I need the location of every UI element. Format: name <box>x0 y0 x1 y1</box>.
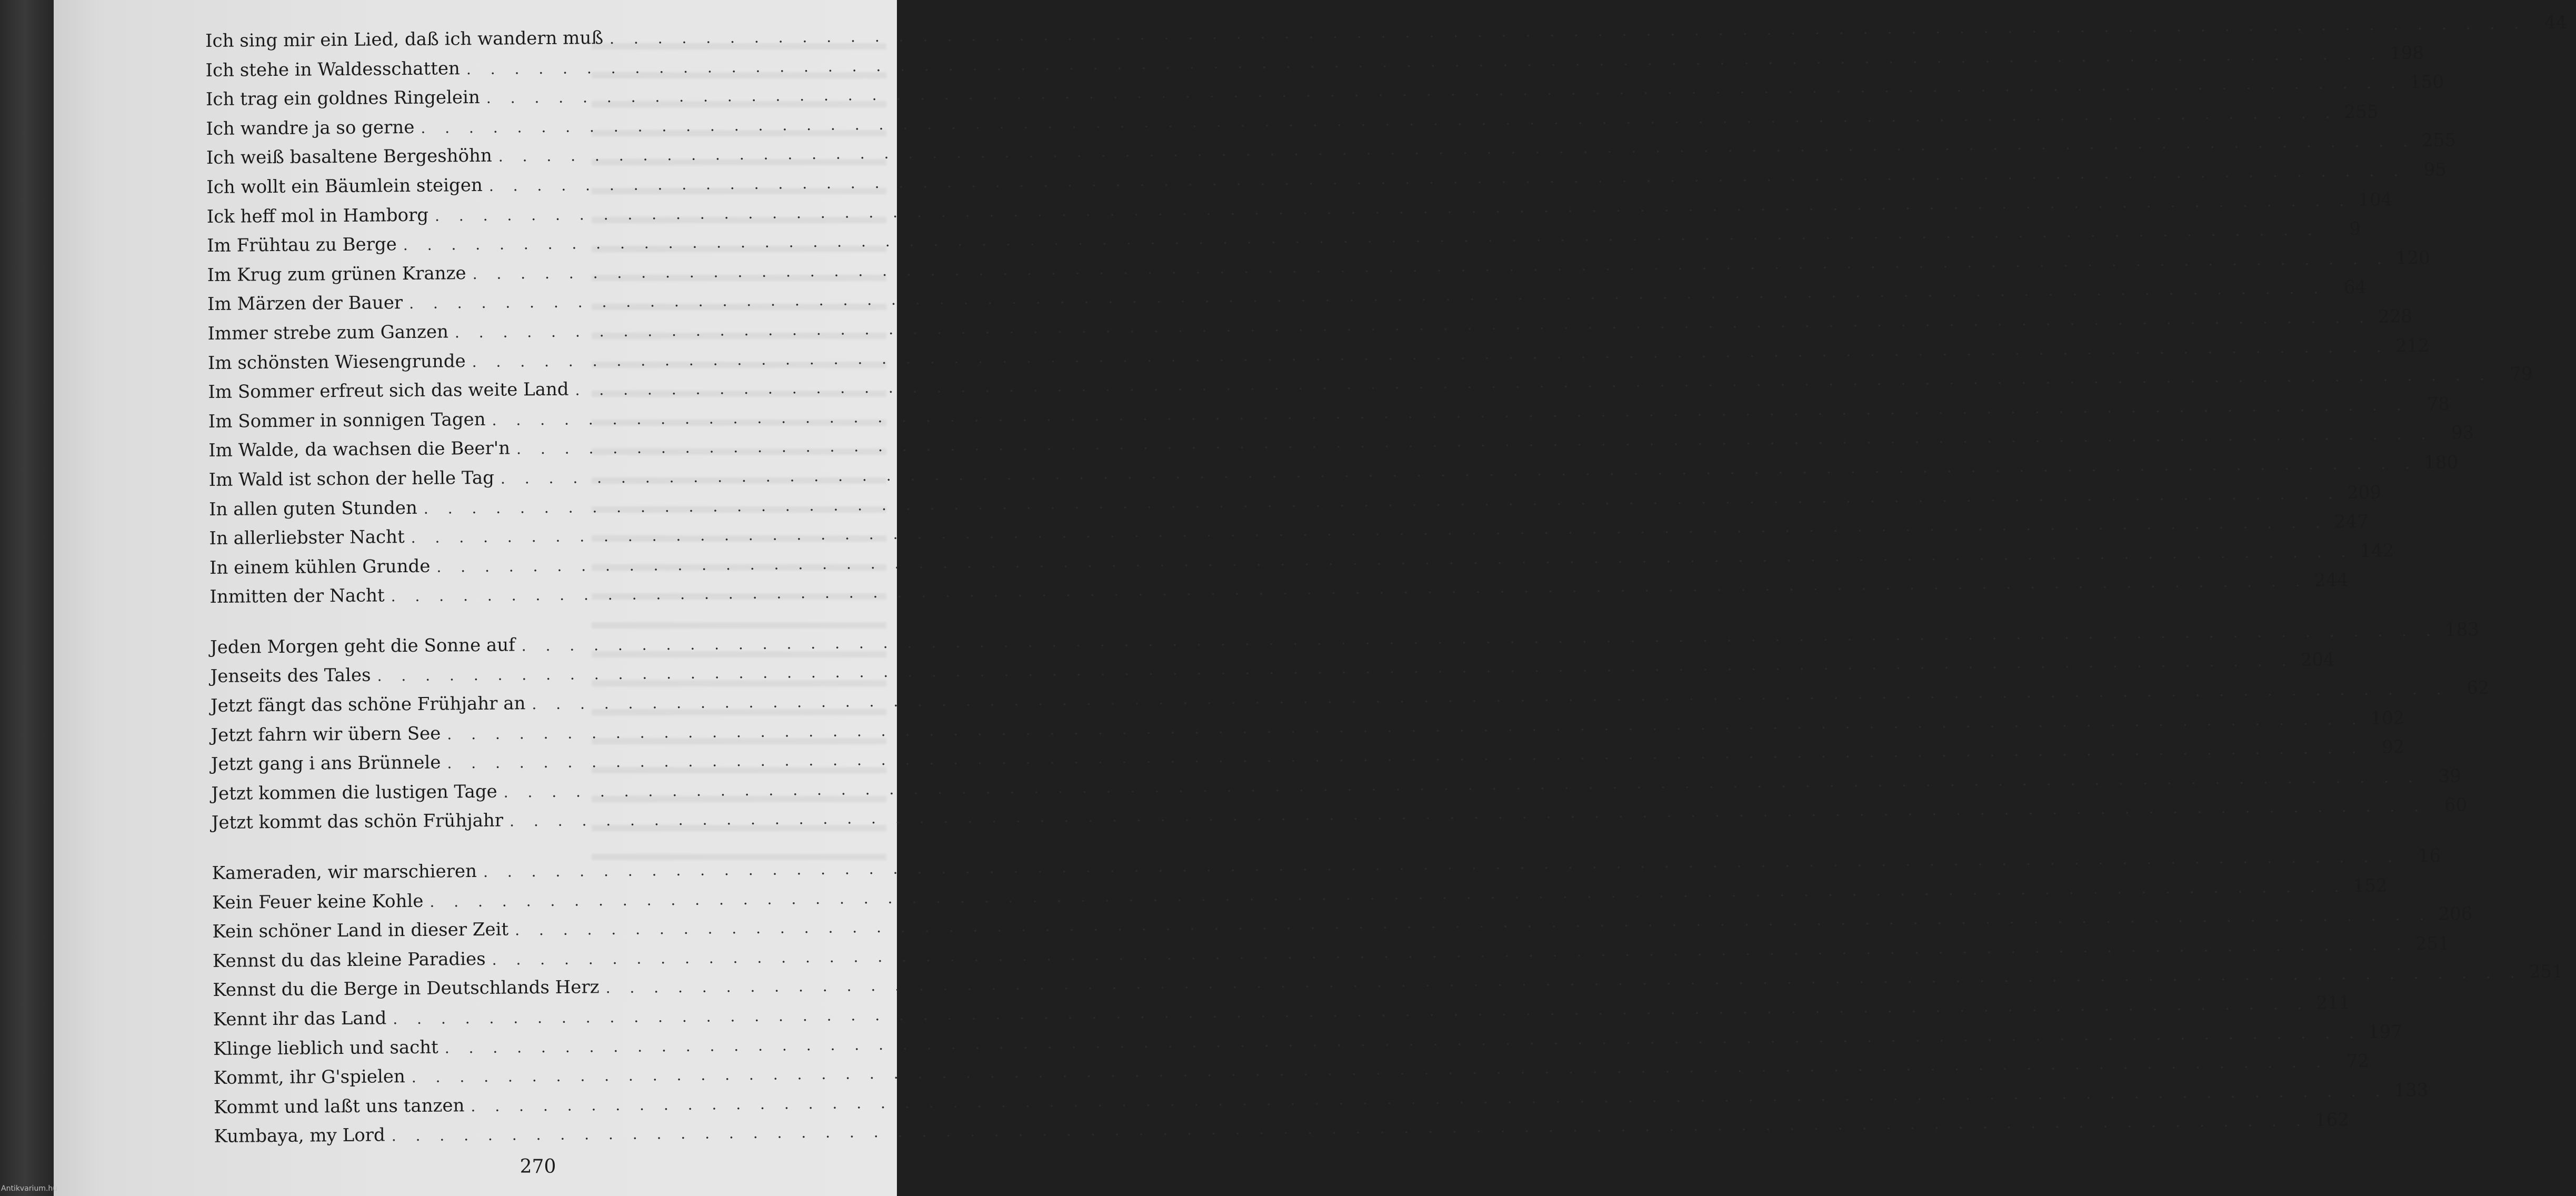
entry-page-number: 255 <box>2344 101 2379 123</box>
entry-title: In allen guten Stunden <box>208 497 417 520</box>
entry-page-number: 102 <box>2370 707 2405 729</box>
entry-title: Kameraden, wir marschieren <box>212 861 477 884</box>
entry-title: Jetzt kommen die lustigen Tage <box>211 781 497 804</box>
entry-page-number: 198 <box>2389 42 2424 64</box>
entry-title: Jenseits des Tales <box>210 665 371 687</box>
entry-page-number: 93 <box>2451 422 2474 444</box>
index-group-i <box>205 12 2568 616</box>
index-entry <box>210 649 2335 695</box>
entry-title: Kennt ihr das Land <box>213 1008 387 1030</box>
entry-page-number: 78 <box>2427 393 2450 415</box>
entry-title: Im Krug zum grünen Kranze <box>207 262 466 286</box>
entry-title: Im Walde, da wachsen die Beer'n <box>208 437 511 462</box>
entry-title: In allerliebster Nacht <box>209 526 405 550</box>
entry-title: Im Märzen der Bauer <box>207 292 403 315</box>
index-entry <box>207 335 2430 382</box>
entry-title: Ich wollt ein Bäumlein steigen <box>206 174 483 198</box>
index-entry <box>209 511 2369 557</box>
index-entry <box>208 393 2450 440</box>
entry-page-number: 180 <box>2423 452 2459 473</box>
index-entry <box>211 794 2468 842</box>
entry-title: Jetzt fängt das schöne Frühjahr an <box>210 693 526 717</box>
entry-page-number: 251 <box>2529 961 2563 983</box>
entry-page-number: 104 <box>2358 188 2393 211</box>
entry-title: Jetzt fahrn wir übern See <box>211 723 441 746</box>
entry-title: Kein schöner Land in dieser Zeit <box>212 919 509 943</box>
dot-leader <box>483 848 2400 881</box>
entry-page-number: 204 <box>2300 649 2335 671</box>
index-entry <box>206 101 2379 147</box>
entry-page-number: 251 <box>2415 933 2450 954</box>
entry-page-number: 92 <box>2382 736 2405 758</box>
entry-title: Kumbaya, my Lord <box>214 1124 385 1148</box>
entry-title: Immer strebe zum Ganzen <box>207 321 449 344</box>
entry-title: Ich trag ein goldnes Ringelein <box>205 87 480 111</box>
entry-title: Klinge lieblich und sacht <box>213 1036 438 1060</box>
entry-page-number: 142 <box>2360 540 2394 562</box>
index-entry <box>212 875 2388 921</box>
entry-title: Ich weiß basaltene Bergeshöhn <box>206 145 492 169</box>
entry-page-number: 209 <box>2347 482 2382 503</box>
entry-page-number: 64 <box>2343 277 2367 298</box>
index-entry <box>211 736 2405 783</box>
entry-page-number: 120 <box>2395 247 2430 269</box>
entry-page-number: 16 <box>2418 845 2441 867</box>
book-spine <box>0 0 54 1196</box>
index-entry <box>209 570 2349 616</box>
entry-title: Im schönsten Wiesengrunde <box>207 350 466 374</box>
entry-title: Ich sing mir ein Lied, daß ich wandern muß <box>205 27 604 52</box>
entry-page-number: 247 <box>2334 511 2369 533</box>
entry-title: Ich wandre ja so gerne <box>206 116 415 139</box>
entry-page-number: 60 <box>2444 794 2468 816</box>
entry-page-number: 211 <box>2316 992 2351 1014</box>
index-entry <box>213 1050 2369 1097</box>
entry-title: In einem kühlen Grunde <box>209 555 431 579</box>
entry-title: Ick heff mol in Hamborg <box>206 204 429 227</box>
entry-title: Im Sommer erfreut sich das weite Land <box>208 378 569 403</box>
entry-title: Jetzt gang i ans Brünnele <box>211 752 441 775</box>
entry-title: Kommt und laßt uns tanzen <box>213 1094 465 1118</box>
entry-title: Kennst du das kleine Paradies <box>212 948 486 972</box>
entry-page-number: 244 <box>2314 570 2349 591</box>
index-entry <box>205 42 2424 89</box>
index-entry <box>212 933 2450 980</box>
index-entry <box>207 218 2361 265</box>
entry-page-number: 133 <box>2394 1079 2429 1101</box>
entry-title: Kennst du die Berge in Deutschlands Herz <box>213 976 600 1001</box>
song-index <box>205 12 2568 1177</box>
entry-title: Im Frühtau zu Berge <box>207 234 397 257</box>
entry-title: Jetzt kommt das schön Frühjahr <box>211 810 504 834</box>
entry-page-number: 95 <box>2423 159 2447 181</box>
entry-page-number: 39 <box>2438 765 2461 787</box>
entry-page-number: 72 <box>2346 1050 2369 1072</box>
entry-page-number: 162 <box>2314 1109 2349 1131</box>
entry-title: Im Wald ist schon der helle Tag <box>208 467 495 491</box>
entry-page-number: 62 <box>2467 677 2490 699</box>
index-group-j <box>210 619 2490 842</box>
index-entry <box>207 306 2413 353</box>
entry-title: Kein Feuer keine Kohle <box>212 890 424 913</box>
page-number: 270 <box>520 1156 556 1178</box>
entry-title: Im Sommer in sonnigen Tagen <box>208 408 486 432</box>
entry-page-number: 44 <box>2544 12 2568 34</box>
entry-page-number: 152 <box>2353 875 2388 896</box>
index-entry <box>213 992 2351 1039</box>
dot-leader <box>610 15 2526 47</box>
index-entry <box>214 1109 2349 1155</box>
entry-page-number: 228 <box>2378 306 2413 327</box>
index-entry <box>207 277 2367 323</box>
dot-leader <box>522 622 2438 655</box>
entry-title: Jeden Morgen geht die Sonne auf <box>210 634 515 658</box>
entry-title: Inmitten der Nacht <box>209 585 385 608</box>
entry-page-number: 212 <box>2395 335 2430 356</box>
watermark: Antikvarium.hu <box>1 1184 58 1193</box>
entry-page-number: 183 <box>2444 619 2479 641</box>
index-entry <box>206 188 2393 235</box>
entry-title: Ich stehe in Waldesschatten <box>205 57 461 81</box>
entry-page-number: 9 <box>2349 218 2361 240</box>
entry-page-number: 79 <box>2510 363 2533 385</box>
entry-page-number: 255 <box>2421 129 2456 152</box>
entry-title: Kommt, ihr G'spielen <box>213 1066 405 1089</box>
entry-page-number: 206 <box>2438 903 2473 925</box>
entry-page-number: 197 <box>2368 1021 2402 1043</box>
index-group-k <box>212 845 2563 1155</box>
book-page <box>54 0 2568 1196</box>
entry-page-number: 150 <box>2409 71 2444 93</box>
